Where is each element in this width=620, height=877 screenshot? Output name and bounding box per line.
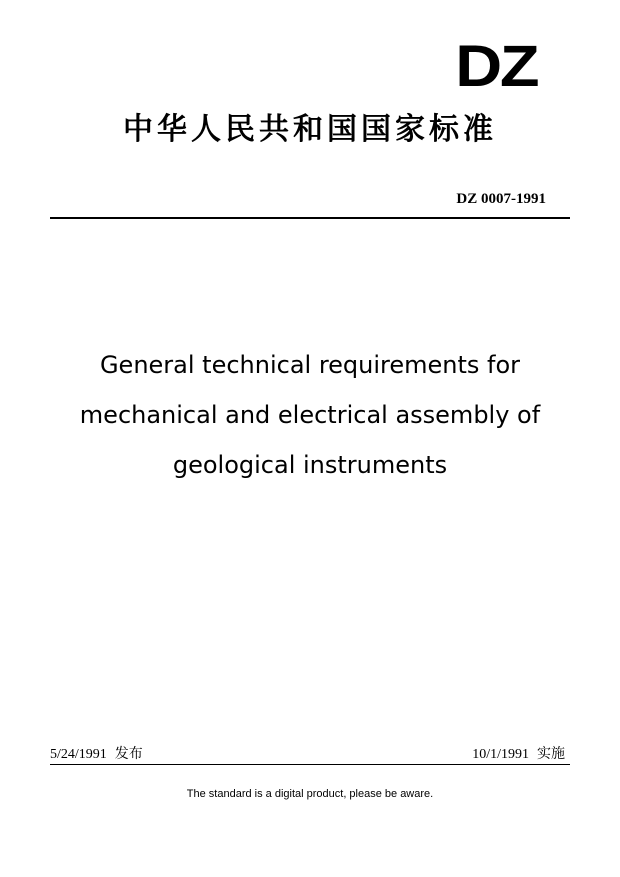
country-standard-heading: 中华人民共和国国家标准	[123, 112, 497, 147]
document-title	[40, 340, 580, 490]
issue-label: 发布	[114, 746, 143, 762]
implementation-label: 实施	[537, 746, 565, 762]
implementation-info	[472, 743, 565, 763]
implementation-date: 10/1/1991	[472, 747, 529, 762]
title-line-1: General technical requirements for	[99, 351, 521, 379]
footer-divider	[50, 764, 570, 765]
issue-info	[50, 743, 143, 763]
issue-date: 5/24/1991	[50, 747, 107, 762]
title-line-3: geological instruments	[172, 451, 448, 479]
digital-product-notice: The standard is a digital product, please be aware.	[186, 788, 434, 800]
header-divider	[50, 217, 570, 219]
standard-code: DZ 0007-1991	[456, 191, 546, 207]
title-line-2: mechanical and electrical assembly of	[79, 401, 541, 429]
dz-logo: DZ	[454, 34, 537, 99]
